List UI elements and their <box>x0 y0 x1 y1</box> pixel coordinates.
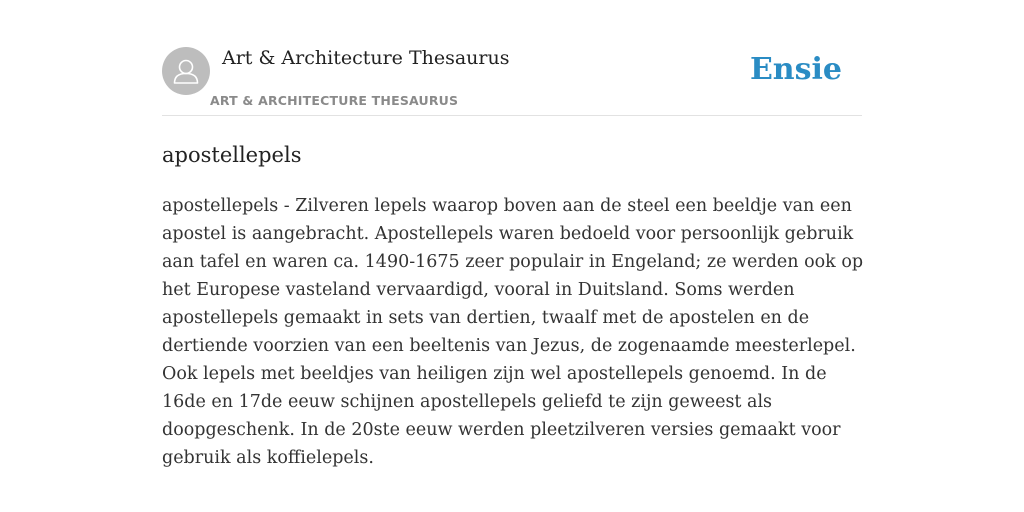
header-divider <box>162 115 862 116</box>
source-subtitle[interactable]: ART & ARCHITECTURE THESAURUS <box>210 93 459 108</box>
page-title: apostellepels <box>162 143 302 167</box>
source-name[interactable]: Art & Architecture Thesaurus <box>222 47 510 69</box>
ensie-logo[interactable]: Ensie <box>749 52 842 87</box>
article-body: apostellepels - Zilveren lepels waarop boven aan de steel een beeldje van een apostel is aangebracht. Apostellepels waren bedoeld voor persoonlijk gebruik aan tafel en waren ca. 1490-1675 zeer populair in Engeland; ze werden ook op het Europese vasteland vervaardigd, vooral in Duitsland. Soms werden apostellepels gemaakt in sets van dertien, twaalf met de apostelen en de dertiende voorzien van een beeltenis van Jezus, de zogenaamde meesterlepel. Ook lepels met beeldjes van heiligen zijn wel apostellepels genoemd. In de 16de en 17de eeuw schijnen apostellepels geliefd te zijn geweest als doopgeschenk. In de 20ste eeuw werden pleetzilveren versies gemaakt voor gebruik als koffielepels. <box>162 196 864 468</box>
user-placeholder-icon[interactable] <box>162 47 210 95</box>
